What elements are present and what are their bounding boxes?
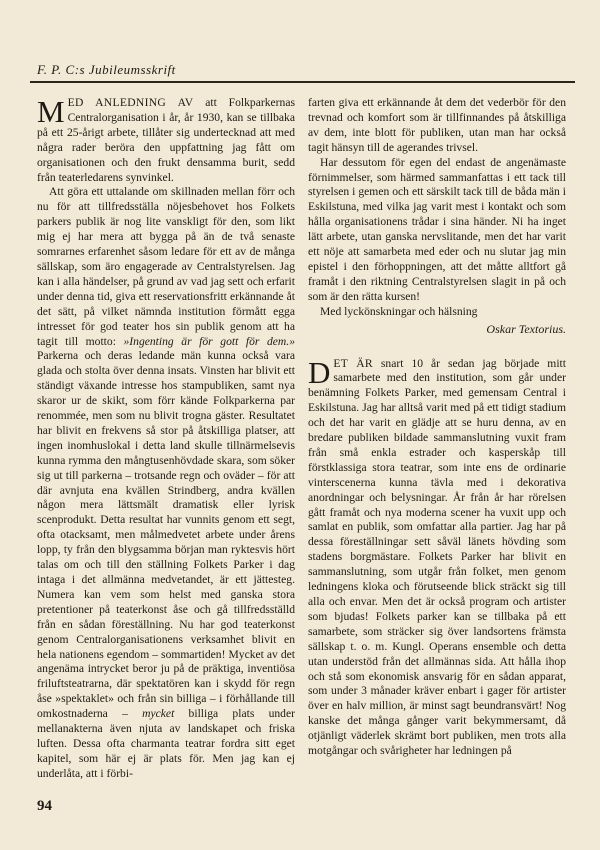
letter-two-small-caps: ET ÄR <box>333 356 373 370</box>
body-text-middle: Parkerna och deras ledande män kunna också vara glada och stolta över denna insats. Vinsten har blivit ett ständigt växande intresse hos stampubliken, samt nya skaror ur de skikt, som förr kände Folkparkerna par renommée, men som nu blivit trogna gäster. Resultatet har blivit en frekvens så stor på åtskilliga platser, att ingen inomhuslokal i detta land skulle tillnärmelsevis kunna rymma den mångtusenhövdade skara, som söker sig ut till parkerna – trotsande regn och oväder – för att där avnjuta ena kvällen Strindberg, andra kvällen någon mera lättsmält dramatisk eller lyrisk scenprodukt. Detta resultat har vunnits genom ett segt, ofta otacksamt, men målmedvetet arbete under årens lopp, ty från den blygsamma början man ryktesvis hört talas om och till den ställning Folkets Parker i dag intaga i det allmänna medvetandet, är ett jättesteg. Numera kan vem som helst med ganska stora pretentioner på teaterkonst åse och gå tillfredsställd från en sådan föreställning. Nu har god teaterkonst genom Centralorganisationens verksamhet blivit en hela nationens egendom – sommartiden! Mycket av det angenäma intrycket beror ju på de präktiga, inventiösa friluftsteatrarna, där spektatören kan i skydd för regn åse »spektaklet» och från sin billiga – i förhållande till omkostnaderna – <box>37 349 295 721</box>
letter-one-opening-paragraph: M ED ANLEDNING AV att Folkparkernas Centralorganisation i år, år 1930, kan se tillbaka på ett 25-årigt arbete, tillåter sig undertecknad att med några rader beröra den uppfattning jag fått om organisationen och den frukt densamma burit, sedd från teaterledarens synvinkel. <box>37 94 295 184</box>
left-column <box>37 96 295 782</box>
header-rule <box>30 81 575 83</box>
letter-one-continuation: farten giva ett erkännande åt dem det vederbör för den trevnad och komfort som är tillfinnandes på åtskilliga av dem, inte blott för publiken, utan man har också tagit hänsyn till de agerandes trivsel. <box>308 96 566 154</box>
letter-two-paragraph: D ET ÄR snart 10 år sedan jag började mitt samarbete med den institution, som går under benämning Folkets Parker, med gemensam Central i Eskilstuna. Jag har alltså varit med på ett tidigt stadium och det har varit en glädje att se huru denna, av en bredare publiken bildade sammanslutning vuxit fram från små enkla estrader och kasperskåp till förstklassiga stora teatrar, som inte ens de ordinarie vinterscenerna kunna tävla med i dekorativa anordningar och belysningar. År från år har rörelsen gått framåt och nya moderna scener ha vuxit upp och samlat en publik, som omfattar alla partier. Jag har på dessa föreställningar sett såväl länets hövding som stadens borgmästare. Folkets Parker har blivit en sammanslutning, som utgår från folket, men genom ledningens kloka och förutseende blick sträckt sig till alla och envar. Men det är också program och artister som bjudas! Folkets parker kan se tillbaka på ett samarbete, som sträcker sig över landsortens främsta sällskap t. o. m. Kungl. Operans ensemble och detta utan understöd från det allmännas sida. Att hålla ihop och stå som ekonomisk ansvarig för en sådan apparat, som under 3 månader kräver enbart i gager för artister över en halv million, är minst sagt beundransvärt! Nog kanske det många gånger varit bekymmersamt, då otjänligt väderlek skrämt bort publiken, men trots alla motgångar och svårigheter har ledningen på <box>308 354 566 758</box>
body-text-start: Att göra ett uttalande om skillnaden mellan förr och nu för att tillfredsställa nöjesbehovet hos Folkets parkers publik är nog lite vanskligt för den, som likt mig ej har mera att bygga på än de två senaste somrarnes erfarenhet såsom ledare för ett av de många sällskap, som äro engagerade av Centralstyrelsen. Jag kan i alla händelser, på grund av vad jag sett och erfarit under denna tid, giva ett reservationsfritt erkännande åt det sätt, på vilket nämnda institution förmått egga intresset för god teater hos sin publik genom att ha tagit till motto: <box>37 185 295 348</box>
signature-oskar-textorius: Oskar Textorius. <box>486 321 566 336</box>
letter-one-thanks-paragraph: Har dessutom för egen del endast de angenämaste förnimmelser, som härmed sammanfattas i ett tack till styrelsen i gemen och ett särskilt tack till de båda män i Eskilstuna, med vilka jag varit mest i kontakt och som hålla organisationens trådar i sina händer. Ni ha inget lätt arbete, utan ganska nervslitande, men det har varit ett nöje att samarbeta med eder och nu slutar jag min epistel i den förhoppningen, att det måtte alltfort gå framåt i den riktning Centralstyrelsen slagit in på och som är den rätta kursen! <box>308 155 566 303</box>
motto-quote: »Ingenting är för gott för dem.» <box>123 334 295 348</box>
emphasis-mycket: mycket <box>142 707 175 721</box>
opening-text: att Folkparkernas Centralorganisation i år, år 1930, kan se tillbaka på ett 25-årigt arbete, tillåter sig undertecknad att med några rader beröra den uppfattning jag fått om organisationen och den frukt densamma burit, sedd från teaterledarens synvinkel. <box>37 96 295 184</box>
letter-separator <box>308 337 566 357</box>
right-column <box>308 96 566 759</box>
letter-one-body-paragraph <box>37 185 295 781</box>
letter-one-closing: Med lyckönskningar och hälsning <box>320 304 478 318</box>
letter-two-text: snart 10 år sedan jag började mitt samarbete med den institution, som går under benämning Folkets Parker, med gemensam Central i Eskilstuna. Jag har alltså varit med på ett tidigt stadium och det har varit en glädje att se huru denna, av en bredare publiken bildade sammanslutning vuxit fram från små enkla estrader och kasperskåp till förstklassiga stora teatrar, som inte ens de ordinarie vinterscenerna kunna tävla med i dekorativa anordningar och belysningar. År från år har rörelsen gått framåt och nya moderna scener ha vuxit upp och samlat en publik, som omfattar alla partier. Jag har på dessa föreställningar sett såväl länets hövding som stadens borgmästare. Folkets Parker har blivit en sammanslutning, som utgår från folket, men genom ledningens kloka och förutseende blick sträckt sig till alla och envar. Men det är också program och artister som bjudas! Folkets parker kan se tillbaka på ett samarbete, som sträcker sig över landsortens främsta sällskap t. o. m. Kungl. Operans ensemble och detta utan understöd från det allmännas sida. Att hålla ihop och stå som ekonomisk ansvarig för en sådan apparat, som under 3 månader kräver enbart i gager för artister över en halv million, är minst sagt beundransvärt! Nog kanske det många gånger varit bekymmersamt, då otjänligt väderlek skrämt bort publiken, men trots alla motgångar och svårigheter har ledningen på <box>308 356 566 758</box>
body-text-end: billiga plats under mellanakterna även njuta av landskapet och friska luften. Dessa ofta charmanta teatrar fordra sitt eget kapitel, som här ej är plats för. Men jag kan ej underlåta, att i förbi- <box>37 707 295 780</box>
page-number: 94 <box>37 798 52 814</box>
opening-small-caps: ED ANLEDNING AV <box>67 96 194 109</box>
running-head: F. P. C:s Jubileumsskrift <box>37 62 176 77</box>
